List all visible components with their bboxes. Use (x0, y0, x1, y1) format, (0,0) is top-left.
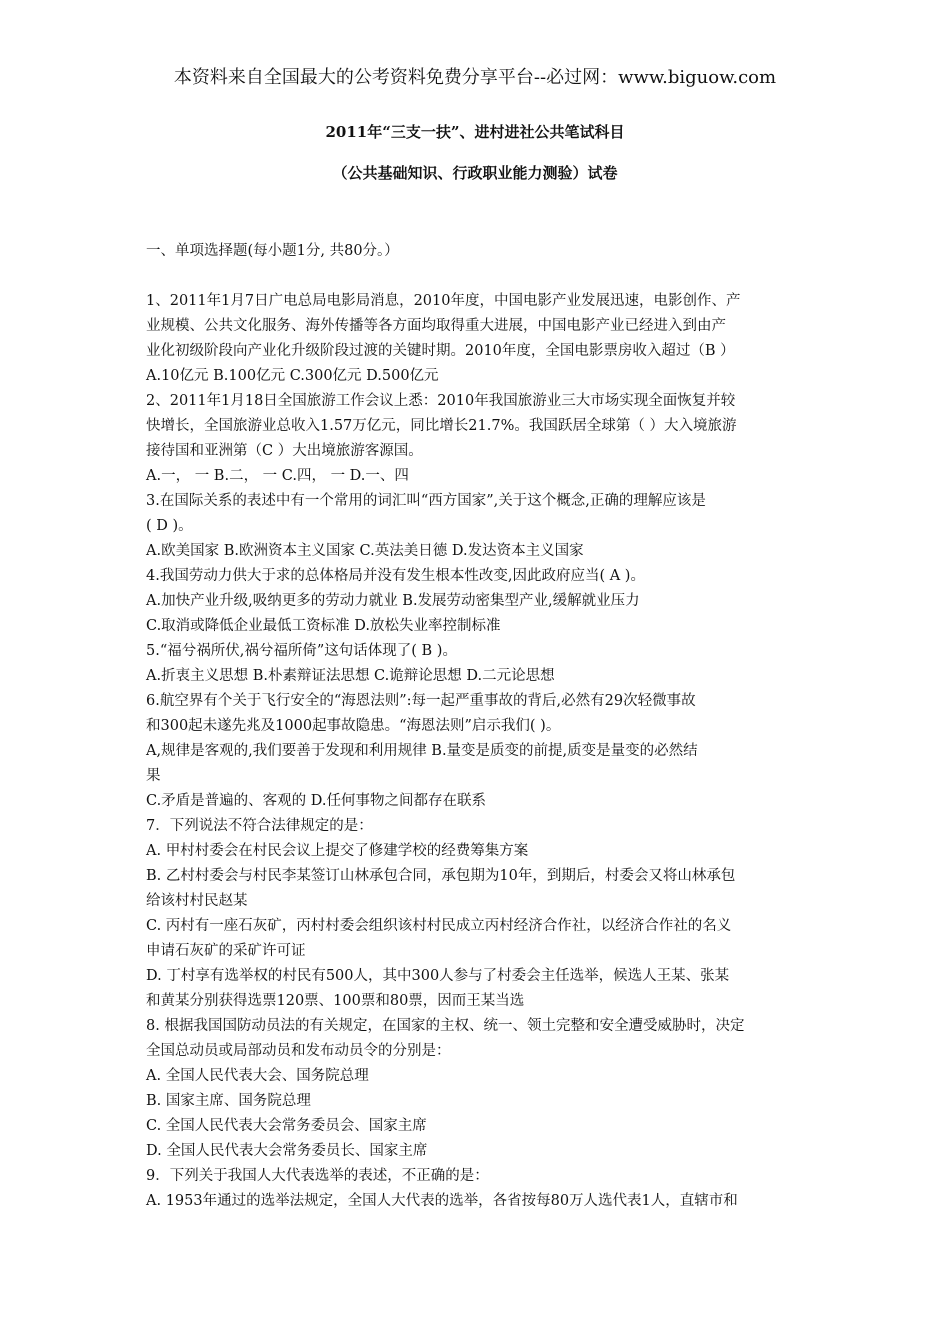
document-title: 2011年“三支一扶”、进村进社公共笔试科目 (325, 123, 625, 141)
text-line: 5.“福兮祸所伏,祸兮福所倚”这句话体现了( B )。 (146, 643, 457, 659)
text-line: A. 全国人民代表大会、国务院总理 (146, 1068, 369, 1084)
text-line: A. 甲村村委会在村民会议上提交了修建学校的经费筹集方案 (146, 843, 529, 859)
text-line: D. 丁村享有选举权的村民有500人，其中300人参与了村委会主任选举，候选人王某、张某 (146, 968, 730, 984)
text-line: C.矛盾是普遍的、客观的 D.任何事物之间都存在联系 (146, 793, 487, 809)
text-line: 和黄某分别获得选票120票、100票和80票，因而王某当选 (146, 993, 525, 1009)
text-line: A,规律是客观的,我们要善于发现和利用规律 B.量变是质变的前提,质变是量变的必然结 (146, 743, 698, 759)
text-line: 快增长，全国旅游业总收入1.57万亿元，同比增长21.7%。我国跃居全球第（ ）大入境旅游 (146, 418, 737, 434)
text-line: 申请石灰矿的采矿许可证 (146, 943, 306, 959)
spacer (146, 264, 810, 289)
text-line: 果 (146, 768, 161, 784)
section-heading: 一、单项选择题(每小题1分, 共80分。） (146, 243, 399, 259)
text-line: 给该村村民赵某 (146, 893, 248, 909)
text-line: 8. 根据我国国防动员法的有关规定，在国家的主权、统一、领土完整和安全遭受威胁时，决定 (146, 1018, 745, 1034)
text-line: 7．下列说法不符合法律规定的是： (146, 818, 373, 834)
text-line: ( D )。 (146, 518, 193, 534)
text-line: A.10亿元 B.100亿元 C.300亿元 D.500亿元 (146, 368, 439, 384)
text-line: 业规模、公共文化服务、海外传播等各方面均取得重大进展，中国电影产业已经进入到由产 (146, 318, 726, 334)
exam-body (146, 239, 810, 1214)
text-line: A.一， 一 B.二， 一 C.四， 一 D.一、四 (146, 468, 409, 484)
text-line: D. 全国人民代表大会常务委员长、国家主席 (146, 1143, 428, 1159)
document-subtitle: （公共基础知识、行政职业能力测验）试卷 (332, 164, 618, 182)
text-line: C. 丙村有一座石灰矿，丙村村委会组织该村村民成立丙村经济合作社，以经济合作社的名义 (146, 918, 732, 934)
text-line: 6.航空界有个关于飞行安全的“海恩法则”:每一起严重事故的背后,必然有29次轻微事故 (146, 693, 696, 709)
text-line: 3.在国际关系的表述中有一个常用的词汇叫“西方国家”,关于这个概念,正确的理解应该是 (146, 493, 706, 509)
text-line: 全国总动员或局部动员和发布动员令的分别是： (146, 1043, 451, 1059)
question-text (146, 289, 810, 1214)
source-header: 本资料来自全国最大的公考资料免费分享平台--必过网：www.biguow.com (173, 67, 777, 88)
text-line: A.折衷主义思想 B.朴素辩证法思想 C.诡辩论思想 D.二元论思想 (146, 668, 555, 684)
text-line: 1、2011年1月7日广电总局电影局消息，2010年度，中国电影产业发展迅速，电影创作、产 (146, 293, 741, 309)
text-line: C.取消或降低企业最低工资标准 D.放松失业率控制标准 (146, 618, 501, 634)
text-line: C. 全国人民代表大会常务委员会、国家主席 (146, 1118, 427, 1134)
text-line: 4.我国劳动力供大于求的总体格局并没有发生根本性改变,因此政府应当( A )。 (146, 568, 645, 584)
text-line: 9．下列关于我国人大代表选举的表述，不正确的是： (146, 1168, 489, 1184)
text-line: A.加快产业升级,吸纳更多的劳动力就业 B.发展劳动密集型产业,缓解就业压力 (146, 593, 640, 609)
text-line: A.欧美国家 B.欧洲资本主义国家 C.英法美日德 D.发达资本主义国家 (146, 543, 584, 559)
text-line: 2、2011年1月18日全国旅游工作会议上悉：2010年我国旅游业三大市场实现全面恢复并较 (146, 393, 736, 409)
text-line: 和300起未遂先兆及1000起事故隐患。“海恩法则”启示我们( )。 (146, 718, 561, 734)
text-line: 业化初级阶段向产业化升级阶段过渡的关键时期。2010年度，全国电影票房收入超过（B ） (146, 343, 735, 359)
text-line: A. 1953年通过的选举法规定，全国人大代表的选举，各省按每80万人选代表1人，直辖市和 (146, 1193, 738, 1209)
text-line: 接待国和亚洲第（C ）大出境旅游客源国。 (146, 443, 423, 459)
text-line: B. 乙村村委会与村民李某签订山林承包合同，承包期为10年，到期后，村委会又将山林承包 (146, 868, 736, 884)
text-line: B. 国家主席、国务院总理 (146, 1093, 311, 1109)
